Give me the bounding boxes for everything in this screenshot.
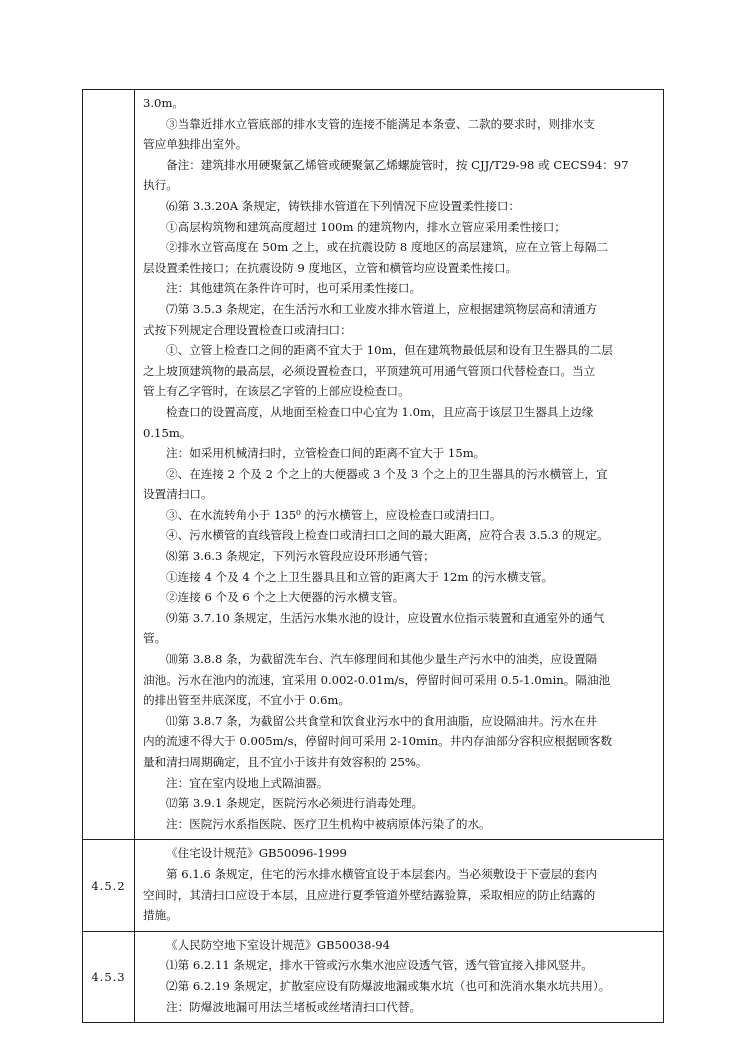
text-line: 3.0m。 <box>143 96 185 110</box>
text-line: ③当靠近排水立管底部的排水支管的连接不能满足本条壹、二款的要求时，则排水支 <box>166 116 595 131</box>
text-line: ②连接 6 个及 6 个之上大便器的污水横支管。 <box>166 590 405 605</box>
text-line: ③、在水流转角小于 135⁰ 的污水横管上，应设检查口或清扫口。 <box>166 507 502 522</box>
text-line: 层设置柔性接口；在抗震设防 9 度地区，立管和横管均应设置柔性接口。 <box>143 260 518 275</box>
text-line: 内的流速不得大于 0.005m/s，停留时间可采用 2-10min。井内存油部分容积应根据顾客数 <box>143 734 613 749</box>
text-line: ⑹第 3.3.20A 条规定，铸铁排水管道在下列情况下应设置柔性接口： <box>166 198 521 213</box>
text-line: ①、立管上检查口之间的距离不宜大于 10m，但在建筑物最低层和设有卫生器具的二层 <box>166 343 613 358</box>
text-line: 备注：建筑排水用硬聚氯乙烯管或硬聚氯乙烯螺旋管时，按 CJJ/T29-98 或 CECS94：97 <box>166 157 629 172</box>
table-row <box>83 90 664 840</box>
clause-number-cell: 4.5.3 <box>83 931 135 1022</box>
text-line: 注：如采用机械清扫时，立管检查口间的距离不宜大于 15m。 <box>166 446 486 461</box>
clause-text-block <box>135 90 663 839</box>
text-line: 第 6.1.6 条规定，住宅的污水排水横管宜设于本层套内。当必须敷设于下壹层的套内 <box>166 866 598 881</box>
clause-text-block <box>135 932 663 1022</box>
clause-content-cell <box>135 931 664 1022</box>
clause-number-cell: 4.5.2 <box>83 840 135 931</box>
text-line: 空间时，其清扫口应设于本层，且应进行夏季管道外壁结露验算，采取相应的防止结露的 <box>143 887 596 902</box>
text-line: ①连接 4 个及 4 个之上卫生器具且和立管的距离大于 12m 的污水横支管。 <box>166 569 554 584</box>
text-line: ⑾第 3.8.7 条，为截留公共食堂和饮食业污水中的食用油脂，应设隔油井。污水在井 <box>166 713 598 728</box>
text-line: 设置清扫口。 <box>143 487 213 502</box>
text-line: 《人民防空地下室设计规范》GB50038-94 <box>166 937 391 952</box>
text-line: ②、在连接 2 个及 2 个之上的大便器或 3 个及 3 个之上的卫生器具的污水横管上，宜 <box>166 466 608 481</box>
text-line: ⑼第 3.7.10 条规定，生活污水集水池的设计，应设置水位指示装置和直通室外的通气 <box>166 610 605 625</box>
text-line: 执行。 <box>143 178 178 193</box>
text-line: 注：防爆波地漏可用法兰堵板或丝堵清扫口代替。 <box>166 999 422 1014</box>
text-line: ⑻第 3.6.3 条规定，下列污水管段应设环形通气管； <box>166 549 435 564</box>
text-line: 的排出管至井底深度，不宜小于 0.6m。 <box>143 693 351 708</box>
text-line: 式按下列规定合理设置检查口或清扫口： <box>143 322 352 337</box>
text-line: 管上有乙字管时，在该层乙字管的上部应设检查口。 <box>143 384 410 399</box>
text-line: ⑽第 3.8.8 条，为截留洗车台、汽车修理间和其他少量生产污水中的油类，应设置隔 <box>166 652 598 667</box>
clause-number-cell <box>83 90 135 840</box>
text-line: 《住宅设计规范》GB50096-1999 <box>166 846 347 861</box>
text-line: 管。 <box>143 631 167 646</box>
clause-content-cell <box>135 90 664 840</box>
text-line: 0.15m。 <box>143 425 192 440</box>
clause-text-block <box>135 840 663 930</box>
text-line: ⑺第 3.5.3 条规定，在生活污水和工业废水排水管道上，应根据建筑物层高和清通方 <box>166 301 598 316</box>
text-line: ⑵第 6.2.19 条规定，扩散室应设有防爆波地漏或集水坑（也可和洗消水集水坑共用）。 <box>166 978 611 993</box>
text-line: 管应单独排出室外。 <box>143 137 248 152</box>
text-line: ⑿第 3.9.1 条规定，医院污水必须进行消毒处理。 <box>166 796 424 811</box>
text-line: ①高层构筑物和建筑高度超过 100m 的建筑物内，排水立管应采用柔性接口； <box>166 219 566 234</box>
text-line: 量和清扫周期确定，且不宜小于该井有效容积的 25%。 <box>143 755 428 769</box>
code-requirements-table <box>82 89 664 1023</box>
text-line: 注：宜在室内设地上式隔油器。 <box>166 775 329 790</box>
text-line: 注：其他建筑在条件许可时，也可采用柔性接口。 <box>166 281 422 296</box>
text-line: 油池。污水在池内的流速，宜采用 0.002-0.01m/s，停留时间可采用 0.5-1.0min。隔油池 <box>143 672 611 687</box>
table-row <box>83 840 664 931</box>
text-line: 之上坡顶建筑物的最高层，必须设置检查口，平顶建筑可用通气管顶口代替检查口。当立 <box>143 363 596 378</box>
text-line: 措施。 <box>143 908 178 923</box>
table-row <box>83 931 664 1022</box>
text-line: 检查口的设置高度，从地面至检查口中心宜为 1.0m，且应高于该层卫生器具上边缘 <box>166 404 594 419</box>
clause-content-cell <box>135 840 664 931</box>
text-line: ⑴第 6.2.11 条规定，排水干管或污水集水池应设透气管，透气管宜接入排风竖井。 <box>166 958 593 973</box>
text-line: ④、污水横管的直线管段上检查口或清扫口之间的最大距离，应符合表 3.5.3 的规定。 <box>166 528 609 543</box>
text-line: 注：医院污水系指医院、医疗卫生机构中被病原体污染了的水。 <box>166 816 491 831</box>
text-line: ②排水立管高度在 50m 之上，或在抗震设防 8 度地区的高层建筑，应在立管上每隔二 <box>166 240 609 255</box>
